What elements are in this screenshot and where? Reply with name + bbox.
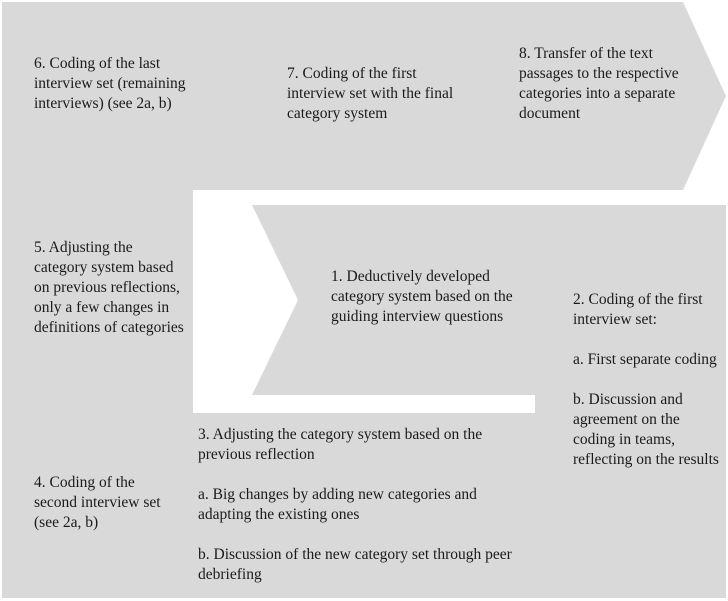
step-3-title: 3. Adjusting the category system based on the previous reflection: [198, 426, 483, 463]
step-4-text: 4. Coding of the second interview set (see 2a, b): [34, 474, 161, 531]
step-2-block: [573, 290, 723, 470]
step-2-title: 2. Coding of the first interview set:: [573, 291, 703, 328]
step-2b-text: b. Discussion and agreement on the coding in teams, reflecting on the results: [573, 391, 719, 468]
step-3b-text: b. Discussion of the new category set through peer debriefing: [198, 546, 512, 583]
step-3-block: [198, 425, 528, 585]
step-1-text: 1. Deductively developed category system based on the guiding interview questions: [331, 268, 513, 325]
step-6-text: 6. Coding of the last interview set (remaining interviews) (see 2a, b): [34, 55, 186, 112]
step-5-text: 5. Adjusting the category system based on previous reflections, only a few changes in definitions of categories: [34, 239, 184, 336]
step-3a-text: a. Big changes by adding new categories and adapting the existing ones: [198, 486, 477, 523]
step-8-text: 8. Transfer of the text passages to the respective categories into a separate document: [519, 45, 679, 122]
step-2a-text: a. First separate coding: [573, 351, 717, 368]
step-7-text: 7. Coding of the first interview set with the final category system: [287, 65, 454, 122]
